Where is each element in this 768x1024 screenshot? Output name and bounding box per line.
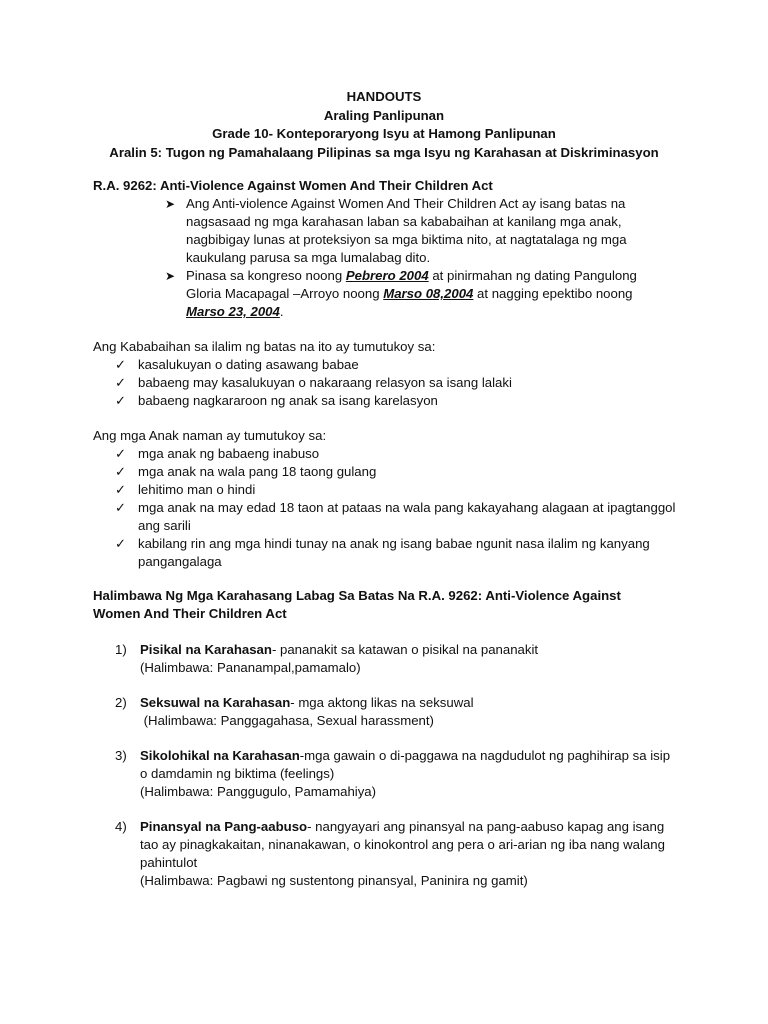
ra-heading: R.A. 9262: Anti-Violence Against Women And Their Children Act <box>93 178 493 193</box>
ra-date-signed: Marso 08,2004 <box>383 286 474 301</box>
examples-section <box>93 587 693 907</box>
list-item <box>93 694 673 730</box>
item-example: (Halimbawa: Pananampal,pamamalo) <box>140 660 361 675</box>
arrow-bullet-icon: ➤ <box>165 197 176 211</box>
ra-dates-text-3: at nagging epektibo noong <box>473 286 633 301</box>
item-title: Pisikal na Karahasan <box>140 642 272 657</box>
women-list <box>93 356 693 410</box>
ra-date-passed: Pebrero 2004 <box>345 268 429 283</box>
item-description: -mga gawain o di-paggawa na nagdudulot ng paghihirap sa isip o damdamin ng biktima (feelings) <box>140 748 671 781</box>
header-grade: Grade 10- Konteporaryong Isyu at Hamong Panlipunan <box>212 126 556 141</box>
checkmark-icon: ✓ <box>115 500 127 515</box>
item-example: (Halimbawa: Panggagahasa, Sexual harassment) <box>140 713 434 728</box>
ra-bullet-list <box>93 195 693 321</box>
women-intro: Ang Kababaihan sa ilalim ng batas na ito ay tumutukoy sa: <box>93 339 436 354</box>
item-description: - pananakit sa katawan o pisikal na pananakit <box>271 642 539 657</box>
children-section <box>93 427 693 571</box>
list-item: ✓ kabilang rin ang mga hindi tunay na anak ng isang babae ngunit nasa ilalim ng kanyang pangangalaga <box>115 536 650 569</box>
children-intro: Ang mga Anak naman ay tumutukoy sa: <box>93 428 327 443</box>
checkmark-icon: ✓ <box>115 357 127 372</box>
list-item: ✓ lehitimo man o hindi <box>115 482 256 497</box>
ra-dates-text-2: at pinirmahan ng dating Pangulong Gloria Macapagal –Arroyo noong <box>186 268 637 301</box>
ra-bullet-definition <box>93 195 670 267</box>
list-item: ✓ babaeng may kasalukuyan o nakaraang relasyon sa isang lalaki <box>115 375 512 390</box>
children-list <box>93 445 693 571</box>
ra-dates-text-1: Pinasa sa kongreso noong <box>186 268 346 283</box>
list-item: ✓ mga anak na wala pang 18 taong gulang <box>115 464 377 479</box>
ra-bullet-definition-text: Ang Anti-violence Against Women And Their Children Act ay isang batas na nagsasaad ng mga karahasan laban sa kababaihan at kanilang mga anak, nagbibigay lunas at proteksiyon sa mga biktima nito, at nagtatalaga ng mga kaukulang parusa sa mga lumalabag dito. <box>186 196 627 265</box>
ra-section <box>93 177 693 321</box>
item-description: - nangyayari ang pinansyal na pang-aabuso kapag ang isang tao ay pinagkakaitan, ninanakawan, o kinokontrol ang pera o ari-arian ng iba nang walang pahintulot <box>140 819 665 870</box>
list-item: ✓ mga anak ng babaeng inabuso <box>115 446 320 461</box>
ra-bullet-dates <box>93 267 670 321</box>
checkmark-icon: ✓ <box>115 393 127 408</box>
checkmark-icon: ✓ <box>115 464 127 479</box>
item-number: 2) <box>115 695 127 710</box>
item-title: Seksuwal na Karahasan <box>140 695 291 710</box>
list-item: ✓ babaeng nagkararoon ng anak sa isang karelasyon <box>115 393 438 408</box>
handout-header <box>0 88 768 162</box>
item-number: 4) <box>115 819 127 834</box>
item-number: 3) <box>115 748 127 763</box>
arrow-bullet-icon: ➤ <box>165 269 176 283</box>
item-title: Pinansyal na Pang-aabuso <box>140 819 308 834</box>
header-subject: Araling Panlipunan <box>323 107 445 123</box>
list-item <box>93 641 673 677</box>
header-lesson: Aralin 5: Tugon ng Pamahalaang Pilipinas sa mga Isyu ng Karahasan at Diskriminasyon <box>109 144 659 160</box>
item-number: 1) <box>115 642 127 657</box>
item-title: Sikolohikal na Karahasan <box>140 748 300 763</box>
list-item <box>93 818 673 890</box>
list-item: ✓ mga anak na may edad 18 taon at pataas na wala pang kakayahang alagaan at ipagtanggol ang sarili <box>115 500 676 533</box>
ra-date-effective: Marso 23, 2004 <box>186 304 280 319</box>
header-handouts: HANDOUTS <box>346 89 422 104</box>
item-description: - mga aktong likas na seksuwal <box>290 695 474 710</box>
list-item <box>93 747 673 801</box>
list-item: ✓ kasalukuyan o dating asawang babae <box>115 357 359 372</box>
item-example: (Halimbawa: Pagbawi ng sustentong pinansyal, Paninira ng gamit) <box>140 873 528 888</box>
women-section <box>93 338 693 410</box>
checkmark-icon: ✓ <box>115 536 127 551</box>
checkmark-icon: ✓ <box>115 375 127 390</box>
item-example: (Halimbawa: Panggugulo, Pamamahiya) <box>140 784 377 799</box>
examples-heading: Halimbawa Ng Mga Karahasang Labag Sa Batas Na R.A. 9262: Anti-Violence Against Women And Their Children Act <box>93 588 621 621</box>
ra-dates-text-4: . <box>279 304 284 319</box>
checkmark-icon: ✓ <box>115 446 127 461</box>
checkmark-icon: ✓ <box>115 482 127 497</box>
examples-list <box>93 641 693 890</box>
